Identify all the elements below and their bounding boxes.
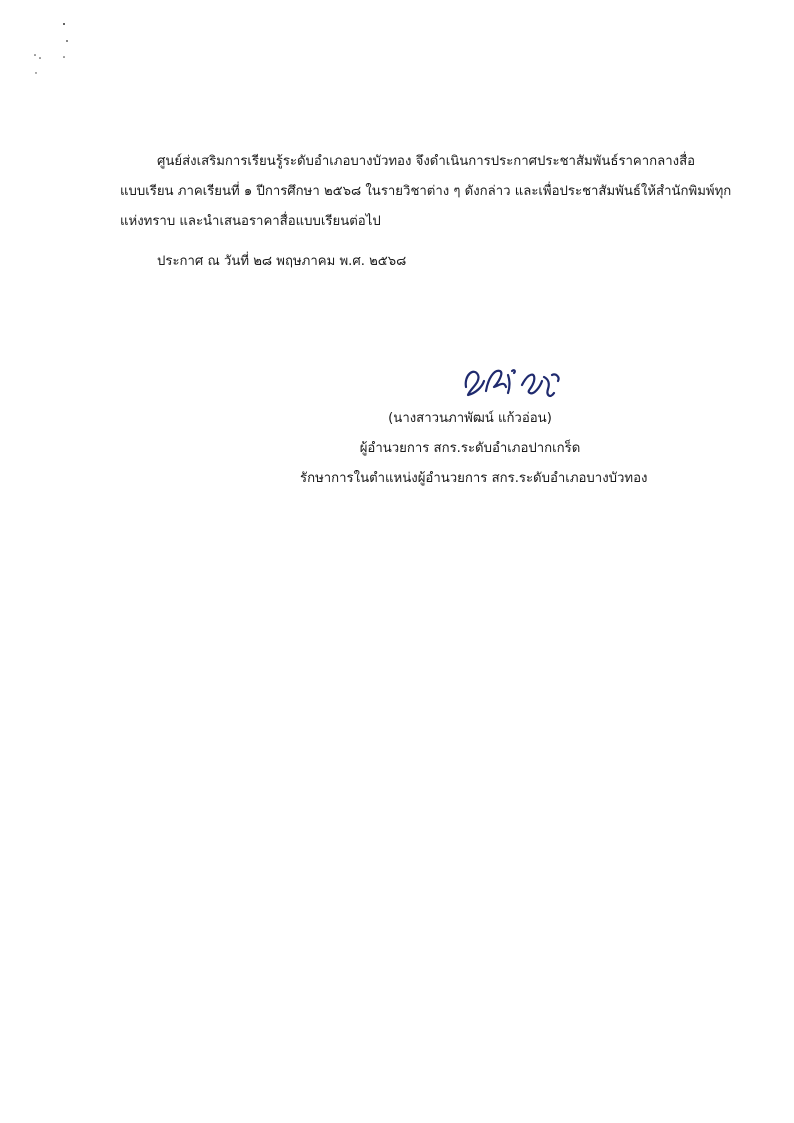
paragraph-line: แบบเรียน ภาคเรียนที่ ๑ ปีการศึกษา ๒๕๖๘ ในรายวิชาต่าง ๆ ดังกล่าว และเพื่อประชาสัมพันธ์ให้สำนักพิมพ์ทุก <box>120 184 732 199</box>
scan-specks <box>0 0 120 100</box>
signatory-name: (นางสาวนภาพัฒน์ แก้วอ่อน) <box>388 411 552 426</box>
signatory-title: ผู้อำนวยการ สกร.ระดับอำเภอปากเกร็ด <box>359 441 581 456</box>
signatory-block <box>300 404 648 494</box>
handwritten-signature <box>456 357 576 407</box>
announcement-date: ประกาศ ณ วันที่ ๒๘ พฤษภาคม พ.ศ. ๒๕๖๘ <box>157 254 407 269</box>
paragraph-line: แห่งทราบ และนำเสนอราคาสื่อแบบเรียนต่อไป <box>120 214 381 229</box>
announcement-paragraph <box>0 147 794 237</box>
paragraph-line: ศูนย์ส่งเสริมการเรียนรู้ระดับอำเภอบางบัวทอง จึงดำเนินการประกาศประชาสัมพันธ์ราคากลางสื่อ <box>157 154 696 169</box>
signatory-acting-title: รักษาการในตำแหน่งผู้อำนวยการ สกร.ระดับอำเภอบางบัวทอง <box>300 471 648 486</box>
